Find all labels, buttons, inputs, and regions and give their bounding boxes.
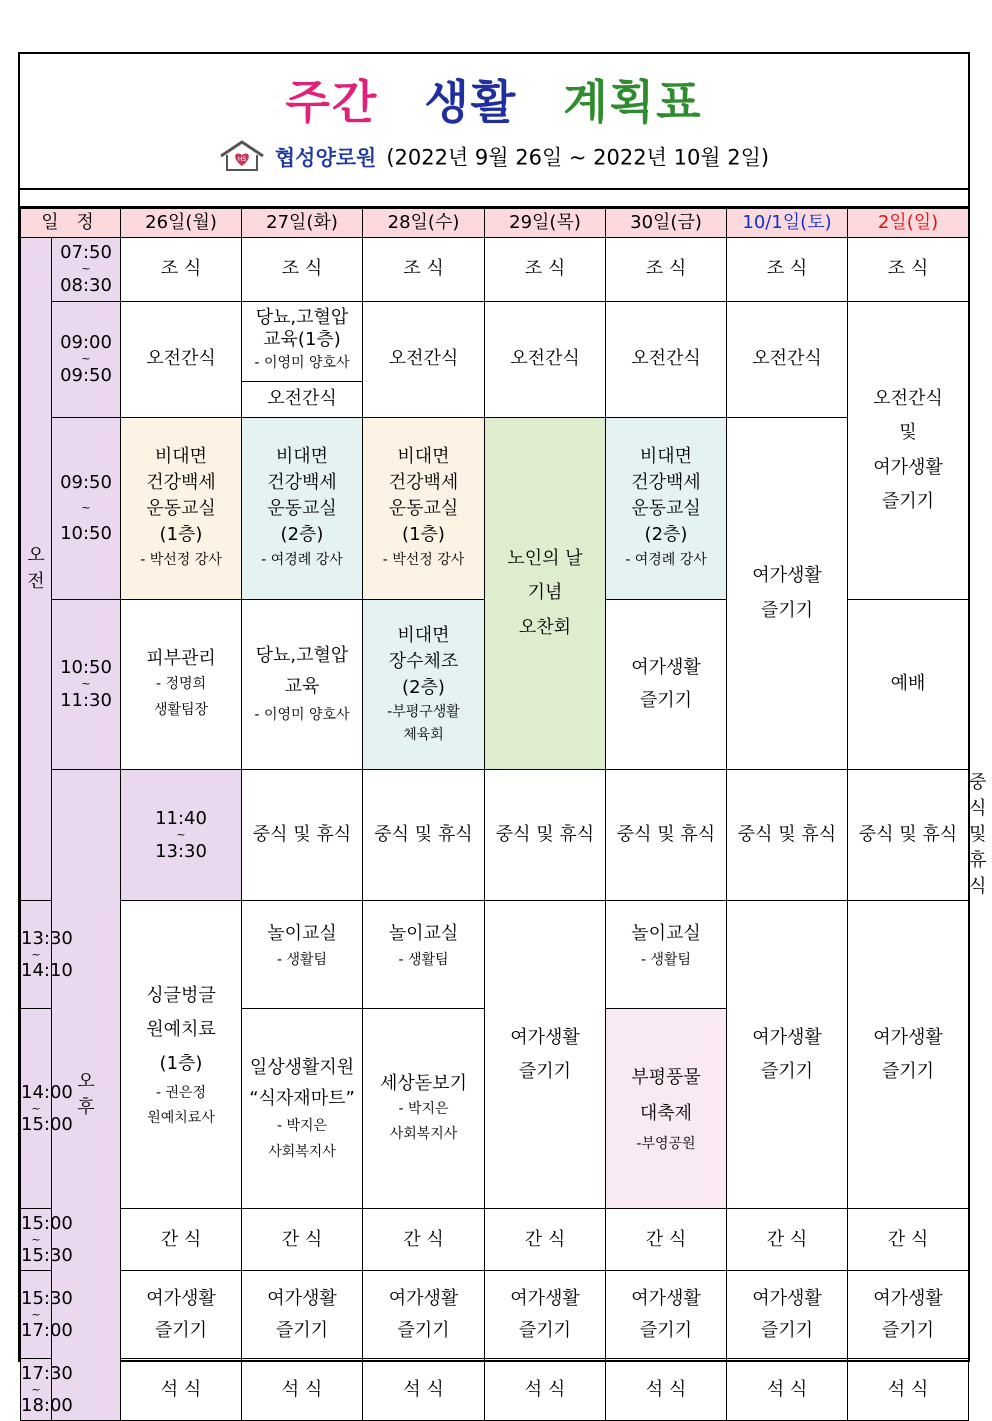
row-breakfast [21, 238, 969, 302]
day-mon: 26일(월) [121, 209, 242, 238]
mon-horticulture-cell: 싱글벙글 원예치료 (1층) - 권은정 원예치료사 [121, 901, 242, 1209]
tue-diabetes-edu-cell: 당뇨,고혈압 교육(1층) - 이영미 양호사 [242, 302, 363, 382]
time-0750: 07:50 ~ 08:30 [52, 238, 121, 302]
breakfast-cell: 조 식 [727, 238, 848, 302]
snack-am-cell: 오전간식 [606, 302, 727, 418]
breakfast-cell: 조 식 [848, 238, 969, 302]
svg-text:HS: HS [237, 156, 247, 163]
mon-exercise-cell: 비대면 건강백세 운동교실 (1층) - 박선정 강사 [121, 418, 242, 600]
org-name: 협성양로원 [274, 145, 377, 170]
wed-world-cell: 세상돋보기 - 박지은 사회복지사 [363, 1009, 485, 1209]
snack-am-cell: 오전간식 [121, 302, 242, 418]
breakfast-cell: 조 식 [242, 238, 363, 302]
row-0900-a [21, 302, 969, 382]
time-0900: 09:00 ~ 09:50 [52, 302, 121, 418]
day-wed: 28일(수) [363, 209, 485, 238]
row-dinner [21, 1359, 969, 1421]
thu-elderly-day-cell: 노인의 날 기념 오찬회 [485, 418, 606, 770]
breakfast-cell: 조 식 [606, 238, 727, 302]
session-pm: 오 후 [52, 770, 121, 1421]
lunch-cell: 중식 및 휴식 [606, 770, 727, 901]
page-title [20, 66, 968, 132]
snack-am-cell: 오전간식 [242, 382, 363, 418]
dinner-cell: 석 식 [848, 1359, 969, 1421]
leisure-cell: 여가생활 즐기기 [606, 1271, 727, 1359]
time-1140: 11:40 ~ 13:30 [121, 770, 242, 901]
row-0950 [21, 418, 969, 600]
lunch-cell: 중식 및 휴식 [485, 770, 606, 901]
dinner-cell: 석 식 [485, 1359, 606, 1421]
time-0950: 09:50 ~ 10:50 [52, 418, 121, 600]
leisure-cell: 여가생활 즐기기 [727, 1271, 848, 1359]
dinner-cell: 석 식 [363, 1359, 485, 1421]
tue-exercise-cell: 비대면 건강백세 운동교실 (2층) - 여경례 강사 [242, 418, 363, 600]
row-lunch: 오 후 11:40 ~ 13:30 중식 및 휴식 중식 및 휴식 중식 및 휴식 중식 및 휴식 중식 및 휴식 중식 및 휴식 중식 및 휴식 [21, 770, 969, 901]
breakfast-cell: 조 식 [485, 238, 606, 302]
leisure-cell: 여가생활 즐기기 [848, 1271, 969, 1359]
leisure-cell: 여가생활 즐기기 [485, 1271, 606, 1359]
wed-longevity-cell: 비대면 장수체조 (2층) -부평구생활 체육회 [363, 600, 485, 770]
session-am: 오 전 [21, 238, 52, 901]
day-sun: 2일(일) [848, 209, 969, 238]
dinner-cell: 석 식 [242, 1359, 363, 1421]
fri-festival-cell: 부평풍물 대축제 -부영공원 [606, 1009, 727, 1209]
tue-play-room-cell: 놀이교실 - 생활팀 [242, 901, 363, 1009]
fri-leisure-cell: 여가생활 즐기기 [606, 600, 727, 770]
time-1330: 13:30 ~ 14:10 [21, 901, 52, 1009]
sun-leisure-cell: 여가생활 즐기기 [848, 901, 969, 1209]
tue-diabetes-cell: 당뇨,고혈압 교육 - 이영미 양호사 [242, 600, 363, 770]
schedule-header: 일 정 [21, 209, 121, 238]
day-fri: 30일(금) [606, 209, 727, 238]
header-divider-top [20, 188, 968, 190]
sun-snack-leisure-cell: 오전간식 및 여가생활 즐기기 [848, 302, 969, 600]
sat-leisure-cell: 여가생활 즐기기 [727, 418, 848, 770]
row-leisure [21, 1271, 969, 1359]
sat-leisure-cell: 여가생활 즐기기 [727, 901, 848, 1209]
page-header [20, 54, 968, 208]
snack-am-cell: 오전간식 [363, 302, 485, 418]
dinner-cell: 석 식 [121, 1359, 242, 1421]
title-word-1: 주간 [285, 75, 379, 129]
time-1730: 17:30 ~ 18:00 [21, 1359, 52, 1421]
time-1530: 15:30 ~ 17:00 [21, 1271, 52, 1359]
snack-pm-cell: 간 식 [242, 1209, 363, 1271]
leisure-cell: 여가생활 즐기기 [242, 1271, 363, 1359]
wed-play-room-cell: 놀이교실 - 생활팀 [363, 901, 485, 1009]
row-1330 [21, 901, 969, 1009]
time-1400: 14:00 ~ 15:00 [21, 1009, 52, 1209]
dinner-cell: 석 식 [727, 1359, 848, 1421]
snack-pm-cell: 간 식 [606, 1209, 727, 1271]
leisure-cell: 여가생활 즐기기 [363, 1271, 485, 1359]
snack-pm-cell: 간 식 [848, 1209, 969, 1271]
breakfast-cell: 조 식 [363, 238, 485, 302]
schedule-table [20, 208, 987, 1421]
fri-play-room-cell: 놀이교실 - 생활팀 [606, 901, 727, 1009]
snack-pm-cell: 간 식 [727, 1209, 848, 1271]
house-logo-icon [219, 140, 265, 177]
row-snack-pm [21, 1209, 969, 1271]
day-tue: 27일(화) [242, 209, 363, 238]
mon-skin-cell: 피부관리 - 정명희 생활팀장 [121, 600, 242, 770]
title-word-3: 계획표 [563, 75, 703, 129]
snack-pm-cell: 간 식 [485, 1209, 606, 1271]
tue-daily-support-cell: 일상생활지원 “식자재마트” - 박지은 사회복지사 [242, 1009, 363, 1209]
snack-am-cell: 오전간식 [727, 302, 848, 418]
title-word-2: 생활 [424, 75, 518, 129]
lunch-cell: 중식 및 휴식 [848, 770, 969, 901]
day-sat: 10/1일(토) [727, 209, 848, 238]
dinner-cell: 석 식 [606, 1359, 727, 1421]
header-row [21, 209, 969, 238]
thu-leisure-cell: 여가생활 즐기기 [485, 901, 606, 1209]
leisure-cell: 여가생활 즐기기 [121, 1271, 242, 1359]
day-thu: 29일(목) [485, 209, 606, 238]
lunch-cell: 중식 및 휴식 [242, 770, 363, 901]
time-1050: 10:50 ~ 11:30 [52, 600, 121, 770]
page-subtitle [20, 140, 968, 177]
time-1500: 15:00 ~ 15:30 [21, 1209, 52, 1271]
fri-exercise-cell: 비대면 건강백세 운동교실 (2층) - 여경례 강사 [606, 418, 727, 600]
sun-worship-cell: 예배 [848, 600, 969, 770]
date-range: (2022년 9월 26일 ~ 2022년 10월 2일) [386, 145, 770, 170]
snack-pm-cell: 간 식 [121, 1209, 242, 1271]
breakfast-cell: 조 식 [121, 238, 242, 302]
wed-exercise-cell: 비대면 건강백세 운동교실 (1층) - 박선정 강사 [363, 418, 485, 600]
lunch-cell: 중식 및 휴식 [363, 770, 485, 901]
snack-am-cell: 오전간식 [485, 302, 606, 418]
lunch-cell: 중식 및 휴식 [727, 770, 848, 901]
snack-pm-cell: 간 식 [363, 1209, 485, 1271]
